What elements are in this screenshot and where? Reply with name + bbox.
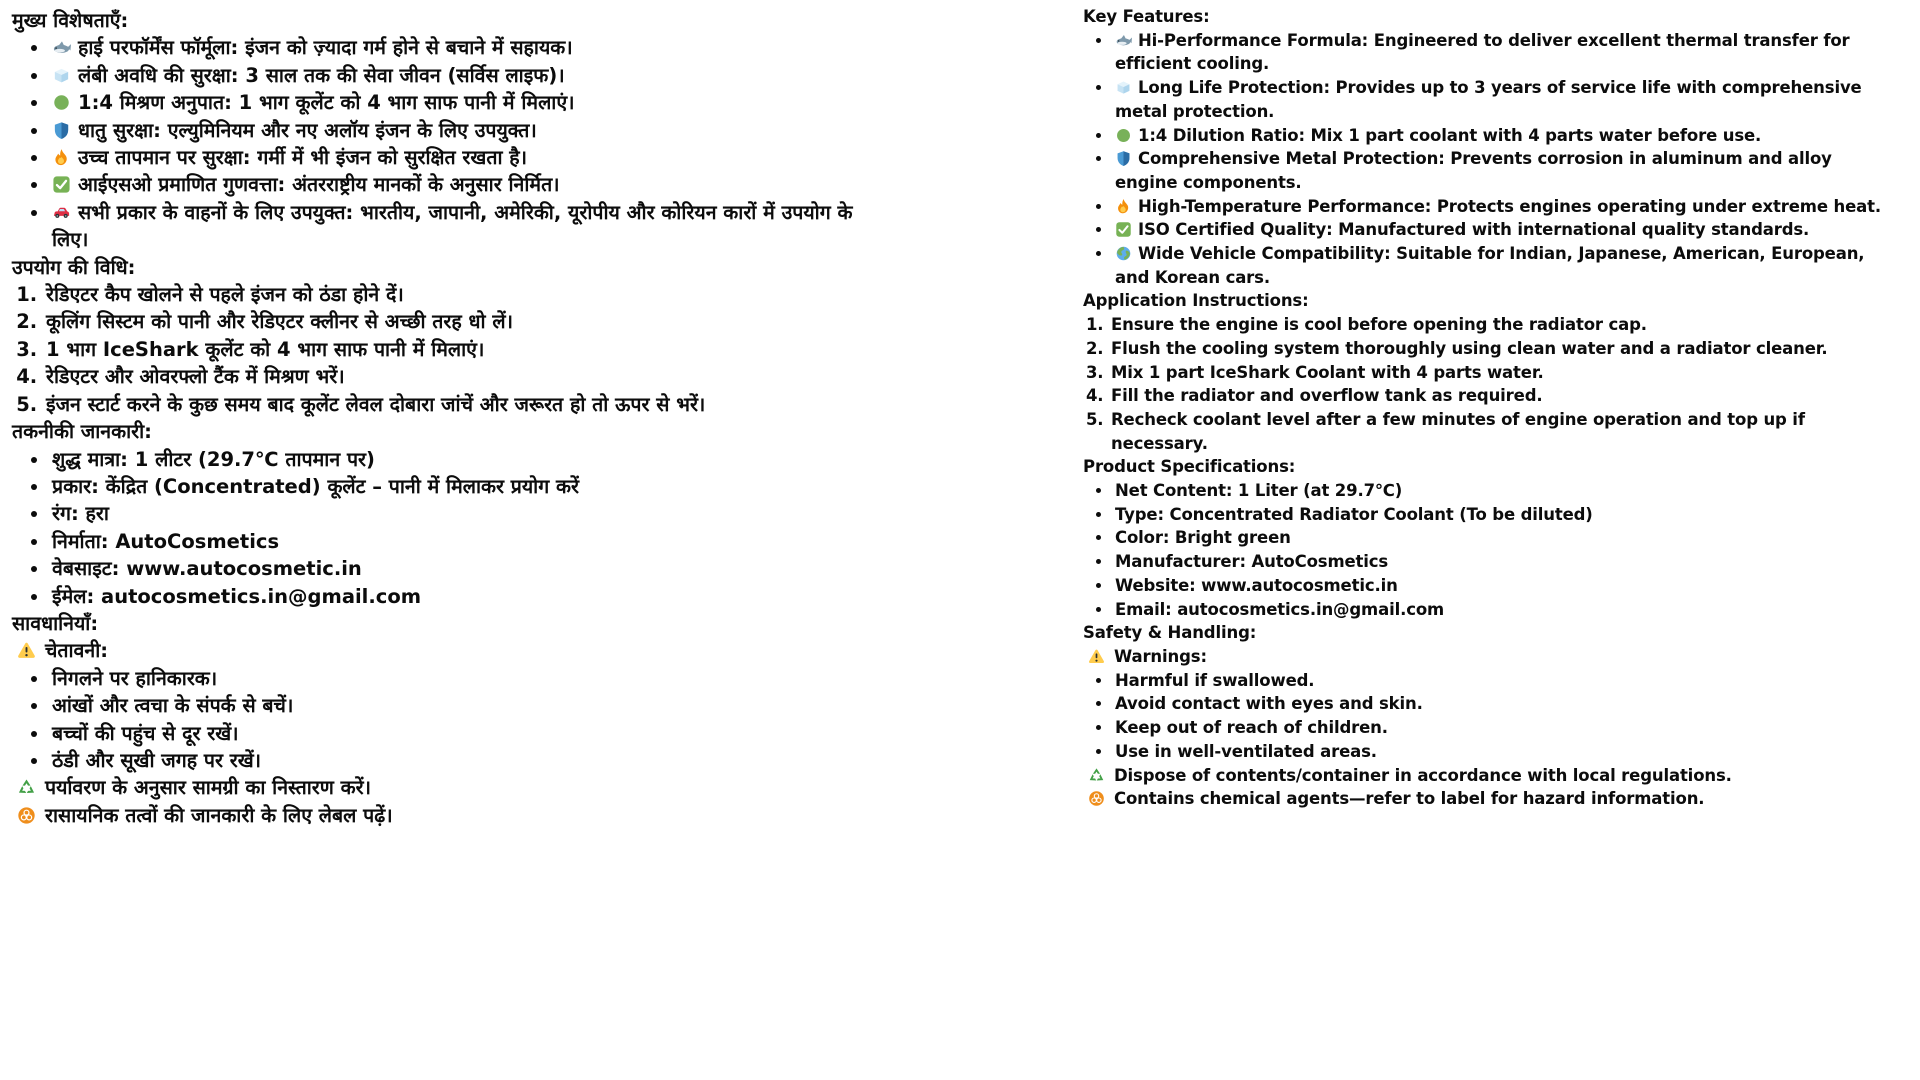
feature-text: Hi-Performance Formula: Engineered to deliver excellent thermal transfer for efficient cooling. <box>1115 30 1850 74</box>
feature-text: उच्च तापमान पर सुरक्षा: गर्मी में भी इंजन को सुरक्षित रखता है। <box>78 146 528 170</box>
feature-text: लंबी अवधि की सुरक्षा: 3 साल तक की सेवा जीवन (सर्विस लाइफ)। <box>78 63 565 87</box>
feature-text: High-Temperature Performance: Protects engines operating under extreme heat. <box>1138 196 1881 216</box>
key-features-heading: Key Features: <box>1083 7 1210 26</box>
feature-text: 1:4 Dilution Ratio: Mix 1 part coolant with 4 parts water before use. <box>1138 125 1762 145</box>
section-specifications-hi <box>12 418 880 610</box>
feature-text: धातु सुरक्षा: एल्युमिनियम और नए अलॉय इंजन के लिए उपयुक्त। <box>78 118 537 142</box>
spec-item-website: • Website: www.autocosmetic.in <box>1113 574 1895 598</box>
warnings-heading-text: चेतावनी: <box>45 639 109 663</box>
spec-item: • Color: Bright green <box>1113 526 1895 550</box>
disposal-text: पर्यावरण के अनुसार सामग्री का निस्तारण करें। <box>45 776 371 800</box>
feature-text: Comprehensive Metal Protection: Prevents corrosion in aluminum and alloy engine components. <box>1115 149 1832 192</box>
section-safety-en <box>1083 621 1895 811</box>
warning-icon <box>17 641 36 660</box>
feature-item <box>1113 218 1895 242</box>
ice-cube-icon <box>52 66 71 85</box>
feature-text: 1:4 मिश्रण अनुपात: 1 भाग कूलेंट को 4 भाग साफ पानी में मिलाएं। <box>78 91 575 115</box>
chemical-note <box>12 802 880 829</box>
warning-item: • ठंडी और सूखी जगह पर रखें। <box>50 747 880 774</box>
application-step: 4. Fill the radiator and overflow tank as required. <box>1109 384 1895 408</box>
warning-item: • बच्चों की पहुंच से दूर रखें। <box>50 720 880 747</box>
disposal-note <box>1083 764 1895 788</box>
feature-text: Long Life Protection: Provides up to 3 years of service life with comprehensive metal protection. <box>1115 78 1862 121</box>
recycle-icon <box>1088 767 1105 784</box>
disposal-note <box>12 774 880 801</box>
disposal-text: Dispose of contents/container in accordance with local regulations. <box>1114 765 1732 785</box>
shield-icon <box>1115 150 1132 167</box>
key-features-list <box>1083 29 1895 290</box>
spec-item: • प्रकार: केंद्रित (Concentrated) कूलेंट – पानी में मिलाकर प्रयोग करें <box>50 473 880 500</box>
section-application-en <box>1083 289 1895 455</box>
feature-item <box>50 117 880 144</box>
warnings-list <box>1083 669 1895 764</box>
safety-heading: Safety & Handling: <box>1083 623 1257 643</box>
check-mark-icon <box>1115 221 1132 238</box>
car-icon <box>52 203 71 222</box>
warning-item: • Avoid contact with eyes and skin. <box>1113 692 1895 716</box>
spec-item-email: • Email: autocosmetics.in@gmail.com <box>1113 598 1895 622</box>
application-step: 1. Ensure the engine is cool before opening the radiator cap. <box>1109 313 1895 337</box>
spec-item: • Type: Concentrated Radiator Coolant (To be diluted) <box>1113 503 1895 527</box>
section-key-features-en <box>1083 5 1895 289</box>
check-mark-icon <box>52 175 71 194</box>
application-step: 3. Mix 1 part IceShark Coolant with 4 parts water. <box>1109 361 1895 385</box>
application-heading: उपयोग की विधि: <box>12 255 136 279</box>
feature-text: आईएसओ प्रमाणित गुणवत्ता: अंतरराष्ट्रीय मानकों के अनुसार निर्मित। <box>78 173 560 197</box>
chemical-note <box>1083 787 1895 811</box>
feature-item <box>1113 195 1895 219</box>
right-column-english <box>1083 0 1895 811</box>
feature-text: ISO Certified Quality: Manufactured with international quality standards. <box>1138 220 1810 240</box>
feature-item <box>50 199 880 254</box>
feature-item <box>50 62 880 89</box>
application-step: 5. Recheck coolant level after a few minutes of engine operation and top up if necessary. <box>1109 408 1895 455</box>
warning-item: • आंखों और त्वचा के संपर्क से बचें। <box>50 692 880 719</box>
recycle-icon <box>17 778 36 797</box>
globe-icon <box>1115 245 1132 262</box>
chemical-text: रासायनिक तत्वों की जानकारी के लिए लेबल पढ़ें। <box>45 803 393 827</box>
feature-text: हाई परफॉर्मेंस फॉर्मूला: इंजन को ज़्यादा गर्म होने से बचाने में सहायक। <box>78 36 573 60</box>
feature-item <box>1113 29 1895 76</box>
feature-item <box>1113 242 1895 289</box>
specifications-list <box>1083 479 1895 621</box>
warnings-heading <box>12 637 880 664</box>
feature-item <box>50 144 880 171</box>
shield-icon <box>52 121 71 140</box>
chemical-text: Contains chemical agents—refer to label for hazard information. <box>1114 789 1705 809</box>
feature-item <box>1113 124 1895 148</box>
warning-item: • Use in well-ventilated areas. <box>1113 740 1895 764</box>
feature-text: सभी प्रकार के वाहनों के लिए उपयुक्त: भारतीय, जापानी, अमेरिकी, यूरोपीय और कोरियन कारों में उपयोग के लिए। <box>52 200 853 252</box>
key-features-heading: मुख्य विशेषताएँ: <box>12 9 129 32</box>
spec-item-website: • वेबसाइट: www.autocosmetic.in <box>50 555 880 582</box>
specifications-heading: Product Specifications: <box>1083 457 1296 477</box>
key-features-list <box>12 34 880 253</box>
warnings-list <box>12 665 880 775</box>
application-step: 3. 1 भाग IceShark कूलेंट को 4 भाग साफ पानी में मिलाएं। <box>44 336 880 363</box>
fire-icon <box>1115 198 1132 215</box>
feature-item <box>50 89 880 116</box>
warnings-heading <box>1083 645 1895 669</box>
application-steps-list <box>12 281 880 418</box>
spec-item: • शुद्ध मात्रा: 1 लीटर (29.7℃ तापमान पर) <box>50 446 880 473</box>
spec-item-manufacturer: • निर्माता: AutoCosmetics <box>50 528 880 555</box>
feature-item <box>1113 76 1895 123</box>
section-specifications-en <box>1083 455 1895 621</box>
feature-text: Wide Vehicle Compatibility: Suitable for Indian, Japanese, American, European, and Korean cars. <box>1115 244 1865 287</box>
section-application-hi <box>12 254 880 418</box>
application-step: 2. कूलिंग सिस्टम को पानी और रेडिएटर क्लीनर से अच्छी तरह धो लें। <box>44 308 880 335</box>
shark-icon <box>1115 32 1132 49</box>
spec-item: • रंग: हरा <box>50 500 880 527</box>
ice-cube-icon <box>1115 79 1132 96</box>
application-step: 5. इंजन स्टार्ट करने के कुछ समय बाद कूलेंट लेवल दोबारा जांचें और जरूरत हो तो ऊपर से भरें। <box>44 391 880 418</box>
fire-icon <box>52 148 71 167</box>
application-step: 4. रेडिएटर और ओवरफ्लो टैंक में मिश्रण भरें। <box>44 363 880 390</box>
warning-item: • Keep out of reach of children. <box>1113 716 1895 740</box>
warnings-heading-text: Warnings: <box>1114 646 1207 666</box>
feature-item <box>1113 147 1895 194</box>
safety-heading: सावधानियाँ: <box>12 611 99 635</box>
application-heading: Application Instructions: <box>1083 291 1309 311</box>
warning-item: • Harmful if swallowed. <box>1113 669 1895 693</box>
feature-item <box>50 34 880 61</box>
section-key-features-hi <box>12 7 880 254</box>
left-column-hindi <box>0 0 880 829</box>
green-circle-icon <box>52 93 71 112</box>
warning-item: • निगलने पर हानिकारक। <box>50 665 880 692</box>
section-safety-hi <box>12 610 880 829</box>
specifications-list <box>12 446 880 610</box>
spec-item-email: • ईमेल: autocosmetics.in@gmail.com <box>50 583 880 610</box>
spec-item: • Net Content: 1 Liter (at 29.7℃) <box>1113 479 1895 503</box>
application-step: 1. रेडिएटर कैप खोलने से पहले इंजन को ठंडा होने दें। <box>44 281 880 308</box>
biohazard-icon <box>1088 790 1105 807</box>
warning-icon <box>1088 648 1105 665</box>
green-circle-icon <box>1115 127 1132 144</box>
application-steps-list <box>1083 313 1895 455</box>
application-step: 2. Flush the cooling system thoroughly using clean water and a radiator cleaner. <box>1109 337 1895 361</box>
specifications-heading: तकनीकी जानकारी: <box>12 420 152 444</box>
feature-item <box>50 171 880 198</box>
spec-item-manufacturer: • Manufacturer: AutoCosmetics <box>1113 550 1895 574</box>
biohazard-icon <box>17 806 36 825</box>
shark-icon <box>52 38 71 57</box>
